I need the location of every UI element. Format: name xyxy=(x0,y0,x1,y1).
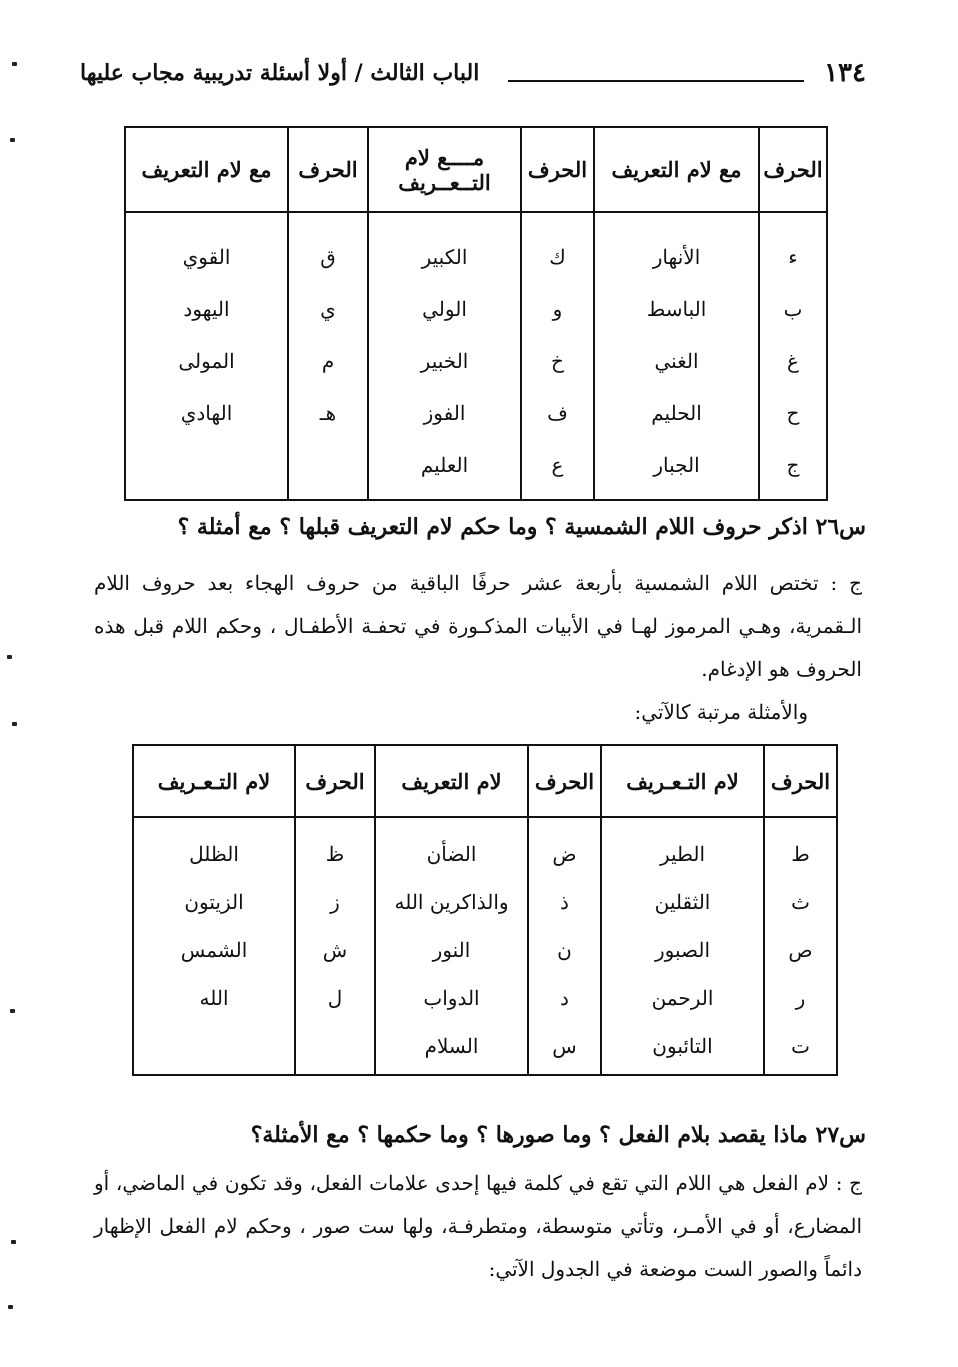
words-column xyxy=(133,817,295,1075)
letter-cell: ز xyxy=(330,890,340,914)
scan-speck xyxy=(7,655,12,659)
scan-speck xyxy=(12,62,17,66)
letter-cell: ق xyxy=(320,245,336,269)
header-letter: الحرف xyxy=(288,127,368,212)
word-cell: الطير xyxy=(659,842,706,866)
letter-cell: ل xyxy=(327,986,343,1010)
word-cell: القوي xyxy=(182,245,231,269)
scan-speck xyxy=(8,1305,13,1309)
word-cell: الضأن xyxy=(426,842,477,866)
page-header xyxy=(80,58,866,98)
scan-speck xyxy=(10,1009,15,1013)
word-cell: اليهود xyxy=(183,297,230,321)
letter-cell: ذ xyxy=(560,890,569,914)
words-column xyxy=(125,212,288,500)
letter-cell: ع xyxy=(551,453,564,477)
chapter-title: الباب الثالث / أولا أسئلة تدريبية مجاب عليها xyxy=(80,60,480,86)
scan-speck xyxy=(11,1240,16,1244)
letter-cell: ض xyxy=(552,842,577,866)
letter-cell: ث xyxy=(791,890,810,914)
lunar-lam-table xyxy=(124,126,828,501)
letters-column xyxy=(759,212,827,500)
letter-cell: ط xyxy=(791,842,810,866)
letter-cell: ح xyxy=(786,401,800,425)
letter-cell: و xyxy=(552,297,563,321)
header-with-article: مــــع لام التــعــريف xyxy=(368,127,521,212)
examples-intro: والأمثلة مرتبة كالآتي: xyxy=(634,700,808,724)
words-column xyxy=(594,212,759,500)
word-cell: السلام xyxy=(424,1034,479,1058)
word-cell: الدواب xyxy=(423,986,480,1010)
word-cell: الزيتون xyxy=(184,890,244,914)
letter-cell: ر xyxy=(795,986,806,1010)
letter-cell: ي xyxy=(320,297,336,321)
letter-cell: هـ xyxy=(319,401,337,425)
scan-speck xyxy=(12,722,17,726)
table-header-row xyxy=(133,745,837,817)
header-with-article: لام التـعـريف xyxy=(601,745,764,817)
answer-26: ج : تختص اللام الشمسية بأربعة عشر حرفًا الباقية من حروف الهجاء بعد حروف اللام الـقمرية، وهـي المرموز لهـا في الأبيات المذكـورة في تحفـة الأطفـال ، وحكم اللام قبل هذه الحروف هو الإدغام. xyxy=(94,571,862,681)
word-cell: الهادي xyxy=(180,401,233,425)
word-cell: الخبير xyxy=(420,349,469,373)
answer-27: ج : لام الفعل هي اللام التي تقع في كلمة فيها إحدى علامات الفعل، وقد تكون في الماضي، أو المضارع، أو في الأمـر، وتأتي متوسطة، ومتطرفـة، ولها ست صور ، وحكم لام الفعل الإظهار دائماً والصور الست موضعة في الجدول الآتي: xyxy=(94,1171,862,1281)
word-cell: الحليم xyxy=(651,401,702,425)
letter-cell: ش xyxy=(322,938,348,962)
word-cell: الكبير xyxy=(421,245,468,269)
letter-cell: ص xyxy=(788,938,813,962)
word-cell: الثقلين xyxy=(654,890,711,914)
word-cell: النور xyxy=(432,938,471,962)
letter-cell: غ xyxy=(787,349,799,373)
letters-column xyxy=(521,212,594,500)
letters-column xyxy=(528,817,601,1075)
word-cell: الأنهار xyxy=(652,245,701,269)
letter-cell: م xyxy=(321,349,335,373)
word-cell: الله xyxy=(199,986,229,1010)
letter-cell: ء xyxy=(788,245,798,269)
letter-cell: ت xyxy=(791,1034,810,1058)
table-header-row xyxy=(125,127,827,212)
table-body-row xyxy=(133,817,837,1075)
header-letter: الحرف xyxy=(759,127,827,212)
scan-speck xyxy=(10,138,15,142)
word-cell: الولي xyxy=(422,297,467,321)
letter-cell: ن xyxy=(557,938,572,962)
header-letter: الحرف xyxy=(764,745,837,817)
letter-cell: ظ xyxy=(325,842,345,866)
word-cell: التائبون xyxy=(652,1034,713,1058)
letters-column xyxy=(295,817,375,1075)
letter-cell: ك xyxy=(549,245,566,269)
word-cell: والذاكرين الله xyxy=(394,890,509,914)
letter-cell: س xyxy=(552,1034,577,1058)
header-letter: الحرف xyxy=(295,745,375,817)
word-cell: الغني xyxy=(654,349,699,373)
words-column xyxy=(601,817,764,1075)
word-cell: الظلل xyxy=(189,842,239,866)
table-body-row xyxy=(125,212,827,500)
page-number: ١٣٤ xyxy=(824,58,866,88)
solar-lam-table xyxy=(132,744,838,1076)
word-cell: المولى xyxy=(178,349,235,373)
word-cell: الباسط xyxy=(646,297,707,321)
header-letter: الحرف xyxy=(521,127,594,212)
word-cell: الشمس xyxy=(180,938,248,962)
header-rule xyxy=(508,80,804,82)
question-26: س٢٦ اذكر حروف اللام الشمسية ؟ وما حكم لام التعريف قبلها ؟ مع أمثلة ؟ xyxy=(177,514,866,540)
header-with-article: مع لام التعريف xyxy=(125,127,288,212)
letter-cell: خ xyxy=(551,349,564,373)
letters-column xyxy=(288,212,368,500)
letter-cell: د xyxy=(560,986,569,1010)
word-cell: الصبور xyxy=(654,938,711,962)
letters-column xyxy=(764,817,837,1075)
word-cell: الرحمن xyxy=(651,986,714,1010)
letter-cell: ف xyxy=(547,401,568,425)
header-letter: الحرف xyxy=(528,745,601,817)
word-cell: الجبار xyxy=(653,453,700,477)
words-column xyxy=(368,212,521,500)
words-column xyxy=(375,817,528,1075)
question-27: س٢٧ ماذا يقصد بلام الفعل ؟ وما صورها ؟ وما حكمها ؟ مع الأمثلة؟ xyxy=(250,1122,866,1148)
letter-cell: ب xyxy=(783,297,803,321)
word-cell: العليم xyxy=(420,453,469,477)
letter-cell: ج xyxy=(786,453,800,477)
word-cell: الفوز xyxy=(423,401,466,425)
header-with-article: لام التعريف xyxy=(375,745,528,817)
header-with-article: لام التـعـريف xyxy=(133,745,295,817)
header-with-article: مع لام التعريف xyxy=(594,127,759,212)
